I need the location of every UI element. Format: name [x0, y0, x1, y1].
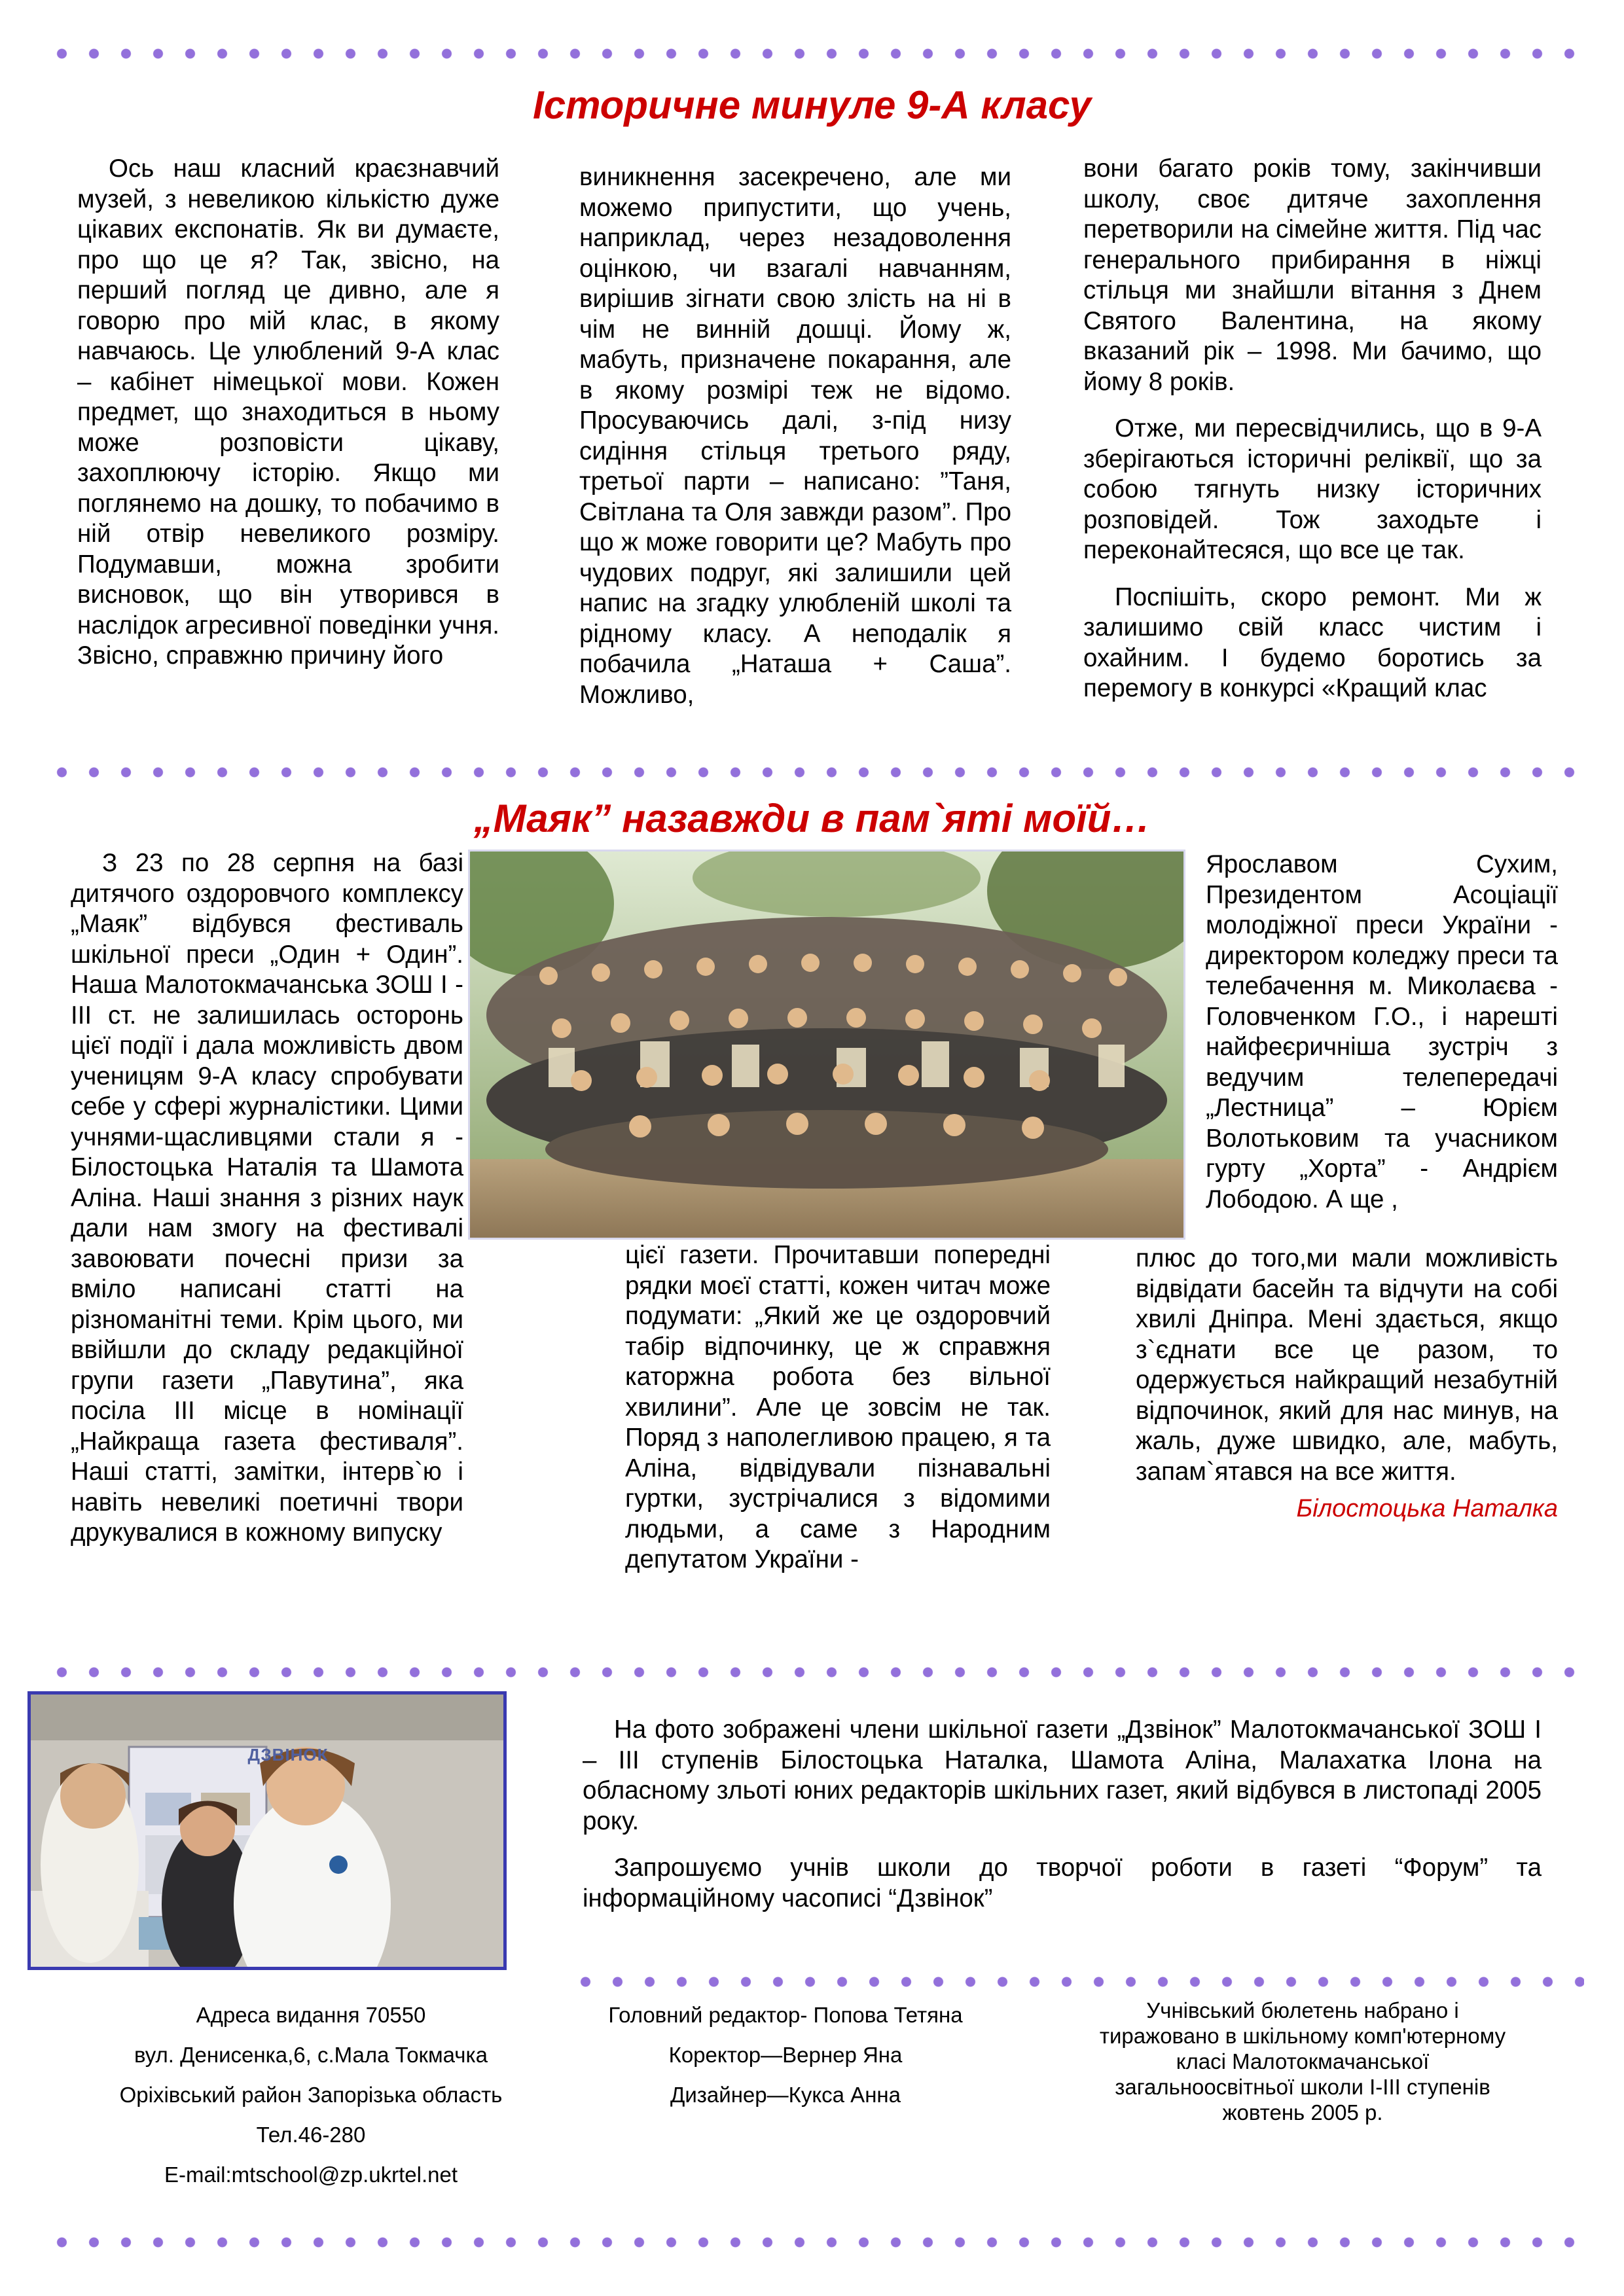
address-phone: Тел.46-280	[256, 2123, 366, 2147]
article1-title: Історичне минуле 9-А класу	[533, 83, 1091, 127]
staff-corrector: Коректор—Вернер Яна	[668, 2043, 903, 2067]
article2-column-3-bottom	[1136, 1244, 1558, 1524]
article1-col1-text: Ось наш класний краєзнавчий музей, з невеликою кількістю дуже цікавих експонатів. Як ви думаєте, про що це я? Так, звісно, на перший погляд це дивно, але я говорю про мій клас, в якому навчаюсь. Це улюблений 9-А клас – кабінет німецької мови. Кожен предмет, що знаходиться в ньому може розповісти цікаву, захоплюючу історію. Якщо ми поглянемо на дошку, то побачимо в ній отвір невеликого розміру. Подумавши, можна зробити висновок, що він утворився в наслідок агресивної поведінки учня. Звісно, справжню причину його	[77, 154, 499, 670]
address-email: E-mail:mtschool@zp.ukrtel.net	[164, 2162, 458, 2187]
photo-caption-p1: На фото зображені члени шкільної газети „Дзвінок” Малотокмачанської ЗОШ І – ІІІ ступенів Білостоцька Наталка, Шамота Аліна, Малахатка Ілона на обласному зльоті юних редакторів шкільних газет, який відбувся в листопаді 2005 року.	[583, 1715, 1542, 1835]
article1-col2-text: виникнення засекречено, але ми можемо припустити, що учень, наприклад, через незадоволення оцінкою, чи взагалі навчанням, вирішив зігнати свою злість на ні в чім не винній дошці. Йому ж, мабуть, призначене покарання, але в якому розмірі теж не відомо. Просуваючись далі, з-під низу сидіння стільця третього ряду, третьої парти – написано: ”Таня, Світлана та Оля завжди разом”. Про що ж може говорити це? Мабуть про чудових подруг, які залишили цей напис на згадку улюбленій школі та рідному класу. А неподалік я побачила „Наташа + Саша”. Можливо,	[579, 163, 1011, 709]
printing-line-2: тиражовано в шкільному комп'ютерному	[1099, 2024, 1506, 2048]
dotted-divider-lower	[46, 1666, 1584, 1679]
footer-address	[111, 1995, 511, 2195]
article1-column-2	[579, 162, 1011, 710]
editors-photo-banner-overlay	[223, 1745, 353, 1771]
photo-caption	[583, 1715, 1542, 1914]
article2-column-3-top	[1206, 850, 1558, 1215]
staff-editor: Головний редактор- Попова Тетяна	[608, 2003, 963, 2027]
photo-banner-text: ДЗВІНОК	[247, 1745, 329, 1765]
article2-col3-bottom-text: плюс до того,ми мали можливість відвідати басейн та відчути на собі хвилі Дніпра. Мені здається, якщо з`єднати все це разом, то одержується найкращий незабутній відпочинок, який для нас минув, на жаль, дуже швидко, але, мабуть, запам`ятався на все життя.	[1136, 1244, 1558, 1486]
address-line-1: Адреса видання 70550	[196, 2003, 426, 2027]
article1-column-3	[1083, 154, 1542, 704]
dotted-divider-top	[46, 47, 1584, 60]
footer-staff	[576, 1995, 995, 2115]
printing-line-4: загальноосвітньої школи І-ІІІ ступенів	[1115, 2075, 1490, 2099]
article2-column-1	[71, 848, 463, 1549]
group-photo-image	[470, 852, 1183, 1238]
dotted-divider-bottom	[46, 2236, 1584, 2249]
printing-date: жовтень 2005 р.	[1222, 2100, 1383, 2125]
footer-printing	[1060, 1998, 1545, 2125]
article2-column-2	[625, 1240, 1051, 1575]
photo-caption-p2: Запрошуємо учнів школи до творчої роботи в газеті “Форум” та інформаційному часописі “Дзвінок”	[583, 1854, 1542, 1912]
article2-col3-top-text: Ярославом Сухим, Президентом Асоціації молодіжної преси України - директором коледжу преси та телебачення м. Миколаєва - Головченком Г.О., і нарешті найфеєричніша зустріч з ведучим телепередачі „Лестница” – Юрієм Волотьковим та учасником гурту „Хорта” - Андрієм Лободою. А ще ,	[1206, 850, 1558, 1213]
editors-photo	[27, 1691, 507, 1970]
group-photo	[468, 850, 1185, 1240]
article2-col1-text: З 23 по 28 серпня на базі дитячого оздоровчого комплексу „Маяк” відбувся фестиваль шкільної преси „Один + Один”. Наша Малотокмачанська ЗОШ І - ІІІ ст. не залишилась осторонь цієї події і дала можливість двом ученицям 9-А класу спробувати себе у сфері журналістики. Цими учнями-щасливцями стали я - Білостоцька Наталія та Шамота Аліна. Наші знання з різних наук дали нам змогу на фестивалі завоювати почесні призи за вміло написані статті на різноманітні теми. Крім цього, ми ввійшли до складу редакційної групи газети „Павутина”, яка посіла ІІІ місце в номінації „Найкраща газета фестиваля”. Наші статті, замітки, інтерв`ю і навіть невеликі поетичні твори друкувалися в кожному випуску	[71, 849, 463, 1547]
staff-designer: Дизайнер—Кукса Анна	[670, 2083, 901, 2107]
article1-column-1	[77, 154, 499, 672]
article1-col3-p1: вони багато років тому, закінчивши школу, своє дитяче захоплення перетворили на сімейне життя. Під час генерального прибирання в ніжці стільця ми знайшли вітання з Днем Святого Валентина, на якому вказаний рік – 1998. Ми бачимо, що йому 8 років.	[1083, 154, 1542, 396]
article2-title: „Маяк” назавжди в пам`яті моїй…	[473, 797, 1151, 840]
article2-col2-text: цієї газети. Прочитавши попередні рядки моєї статті, кожен читач може подумати: „Який же це оздоровчий табір відпочинку, це ж справжня каторжна робота без вільної хвилини”. Але це зовсім не так. Поряд з наполегливою працею, я та Аліна, відвідували пізнавальні гуртки, зустрічалися з відомими людьми, а саме з Народним депутатом України -	[625, 1241, 1051, 1573]
article2-signature: Білостоцька Наталка	[1296, 1495, 1558, 1522]
address-line-3: Оріхівський район Запорізька область	[119, 2083, 503, 2107]
address-line-2: вул. Денисенка,6, с.Мала Токмачка	[134, 2043, 488, 2067]
dotted-divider-footer	[569, 1975, 1584, 1988]
printing-line-1: Учнівський бюлетень набрано і	[1146, 1998, 1459, 2022]
dotted-divider-middle	[46, 766, 1584, 779]
printing-line-3: класі Малотокмачанської	[1176, 2049, 1430, 2073]
article1-col3-p3: Поспішіть, скоро ремонт. Ми ж залишимо свій класс чистим і охайним. І будемо боротись за перемогу в конкурсі «Кращий клас	[1083, 583, 1542, 702]
article1-col3-p2: Отже, ми пересвідчились, що в 9-А зберігаються історичні реліквії, що за собою тягнуть низку історичних розповідей. Тож заходьте і переконайтесяся, що все це так.	[1083, 414, 1542, 564]
editors-photo-image	[31, 1695, 503, 1967]
